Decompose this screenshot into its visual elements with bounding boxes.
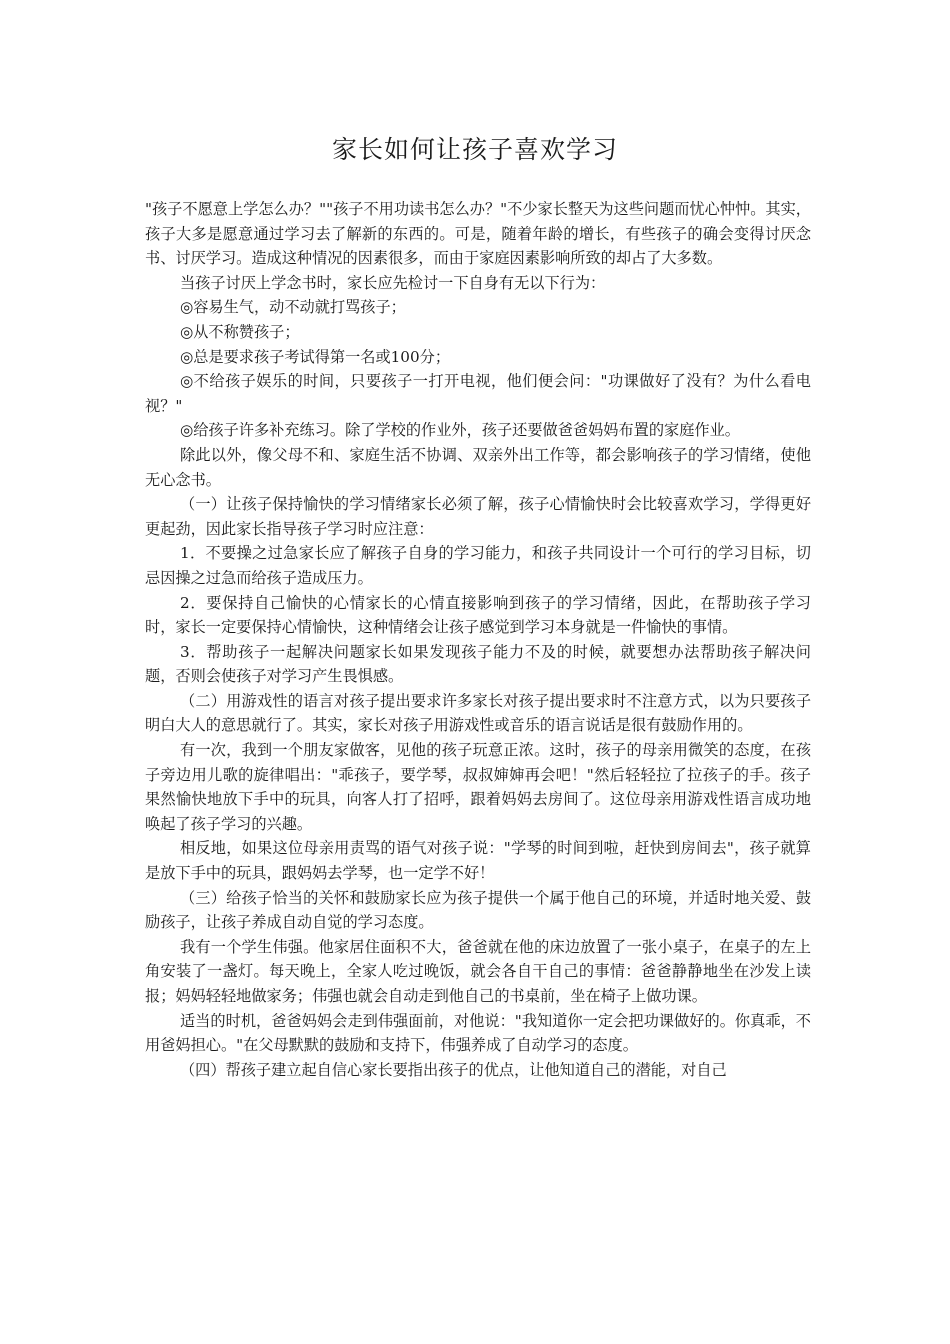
section-heading-paragraph: （一）让孩子保持愉快的学习情绪家长必须了解，孩子心情愉快时会比较喜欢学习，学得更好更起劲，因此家长指导孩子学习时应注意： (145, 495, 811, 538)
paragraph: 我有一个学生伟强。他家居住面积不大，爸爸就在他的床边放置了一张小桌子，在桌子的左上角安装了一盏灯。每天晚上，全家人吃过晚饭，就会各自干自己的事情：爸爸静静地坐在沙发上读报；妈妈轻轻地做家务；伟强也就会自动走到他自己的书桌前，坐在椅子上做功课。 (145, 937, 811, 1005)
paragraph: 当孩子讨厌上学念书时，家长应先检讨一下自身有无以下行为： (179, 273, 606, 292)
bullet-item: ◎给孩子许多补充练习。除了学校的作业外，孩子还要做爸爸妈妈布置的家庭作业。 (179, 421, 740, 440)
section-heading-paragraph: （三）给孩子恰当的关怀和鼓励家长应为孩子提供一个属于他自己的环境，并适时地关爱、鼓励孩子，让孩子养成自动自觉的学习态度。 (145, 888, 811, 932)
bullet-item: ◎容易生气，动不动就打骂孩子； (179, 298, 406, 317)
paragraph: 除此以外，像父母不和、家庭生活不协调、双亲外出工作等，都会影响孩子的学习情绪，使他无心念书。 (145, 445, 811, 489)
bullet-item: ◎总是要求孩子考试得第一名或100分； (179, 347, 451, 366)
paragraph-intro: "孩子不愿意上学怎么办？""孩子不用功读书怎么办？"不少家长整天为这些问题而忧心忡忡。其实，孩子大多是愿意通过学习去了解新的东西的。可是，随着年龄的增长，有些孩子的确会变得讨厌念书、讨厌学习。造成这种情况的因素很多，而由于家庭因素影响所致的却占了大多数。 (145, 200, 811, 268)
paragraph: 相反地，如果这位母亲用责骂的语气对孩子说："学琴的时间到啦，赶快到房间去"，孩子就算是放下手中的玩具，跟妈妈去学琴，也一定学不好！ (145, 839, 811, 883)
numbered-item: 3．帮助孩子一起解决问题家长如果发现孩子能力不及的时候，就要想办法帮助孩子解决问题，否则会使孩子对学习产生畏惧感。 (145, 642, 811, 686)
document-body (145, 197, 811, 1082)
document-title: 家长如何让孩子喜欢学习 (331, 135, 618, 164)
section-heading-paragraph: （二）用游戏性的语言对孩子提出要求许多家长对孩子提出要求时不注意方式，以为只要孩子明白大人的意思就行了。其实，家长对孩子用游戏性或音乐的语言说话是很有鼓励作用的。 (145, 691, 811, 735)
bullet-item: ◎从不称赞孩子； (179, 322, 300, 341)
paragraph: 有一次，我到一个朋友家做客，见他的孩子玩意正浓。这时，孩子的母亲用微笑的态度，在孩子旁边用儿歌的旋律唱出："乖孩子，要学琴，叔叔婶婶再会吧！"然后轻轻拉了拉孩子的手。孩子果然愉快地放下手中的玩具，向客人打了招呼，跟着妈妈去房间了。这位母亲用游戏性语言成功地唤起了孩子学习的兴趣。 (145, 741, 811, 833)
bullet-item: ◎不给孩子娱乐的时间，只要孩子一打开电视，他们便会问："功课做好了没有？为什么看电视？" (145, 372, 811, 415)
paragraph: 适当的时机，爸爸妈妈会走到伟强面前，对他说："我知道你一定会把功课做好的。你真乖，不用爸妈担心。"在父母默默的鼓励和支持下，伟强养成了自动学习的态度。 (145, 1011, 811, 1055)
numbered-item: 1．不要操之过急家长应了解孩子自身的学习能力，和孩子共同设计一个可行的学习目标，切忌因操之过急而给孩子造成压力。 (145, 544, 811, 587)
numbered-item: 2．要保持自己愉快的心情家长的心情直接影响到孩子的学习情绪，因此，在帮助孩子学习时，家长一定要保持心情愉快，这种情绪会让孩子感觉到学习本身就是一件愉快的事情。 (145, 593, 811, 637)
section-heading-paragraph: （四）帮孩子建立起自信心家长要指出孩子的优点，让他知道自己的潜能，对自己 (179, 1060, 727, 1079)
